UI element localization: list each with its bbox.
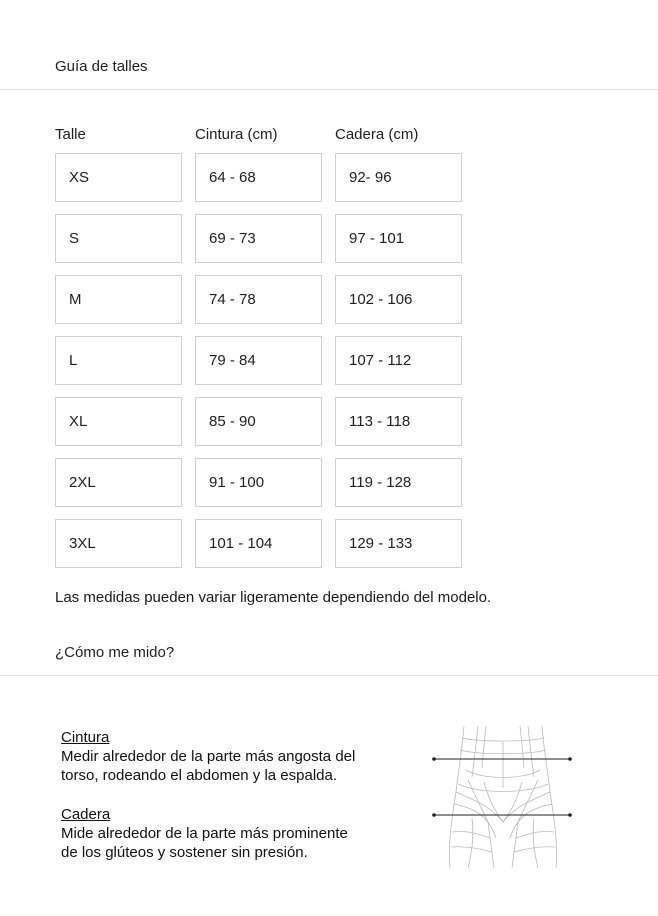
waist-label: Cintura: [61, 729, 110, 746]
header-waist: Cintura (cm): [195, 126, 278, 143]
cell-waist: 101 - 104: [195, 519, 322, 568]
cell-size: M: [55, 275, 182, 324]
cell-waist: 91 - 100: [195, 458, 322, 507]
cell-size: S: [55, 214, 182, 263]
body-measurement-illustration: [428, 722, 578, 870]
cell-hip: 113 - 118: [335, 397, 462, 446]
how-to-measure-divider: [0, 675, 658, 676]
cell-size: 2XL: [55, 458, 182, 507]
cell-size: 3XL: [55, 519, 182, 568]
size-note: Las medidas pueden variar ligeramente dependiendo del modelo.: [55, 589, 492, 606]
hip-text-line2: de los glúteos y sostener sin presión.: [61, 844, 308, 861]
cell-waist: 85 - 90: [195, 397, 322, 446]
hip-instructions: [61, 805, 391, 862]
header-size: Talle: [55, 126, 86, 143]
cell-waist: 64 - 68: [195, 153, 322, 202]
cell-hip: 97 - 101: [335, 214, 462, 263]
waist-text-line1: Medir alrededor de la parte más angosta del: [61, 748, 356, 765]
cell-hip: 92- 96: [335, 153, 462, 202]
size-guide-divider: [0, 89, 658, 90]
cell-hip: 102 - 106: [335, 275, 462, 324]
cell-waist: 69 - 73: [195, 214, 322, 263]
cell-waist: 79 - 84: [195, 336, 322, 385]
how-to-measure-title: ¿Cómo me mido?: [55, 644, 175, 661]
cell-size: L: [55, 336, 182, 385]
waist-text-line2: torso, rodeando el abdomen y la espalda.: [61, 767, 338, 784]
header-hip: Cadera (cm): [335, 126, 419, 143]
cell-hip: 107 - 112: [335, 336, 462, 385]
waist-instructions: [61, 728, 391, 785]
cell-hip: 119 - 128: [335, 458, 462, 507]
size-guide-title: Guía de talles: [55, 58, 148, 75]
cell-size: XL: [55, 397, 182, 446]
hip-label: Cadera: [61, 806, 111, 823]
hip-text-line1: Mide alrededor de la parte más prominente: [61, 825, 348, 842]
cell-hip: 129 - 133: [335, 519, 462, 568]
cell-size: XS: [55, 153, 182, 202]
cell-waist: 74 - 78: [195, 275, 322, 324]
